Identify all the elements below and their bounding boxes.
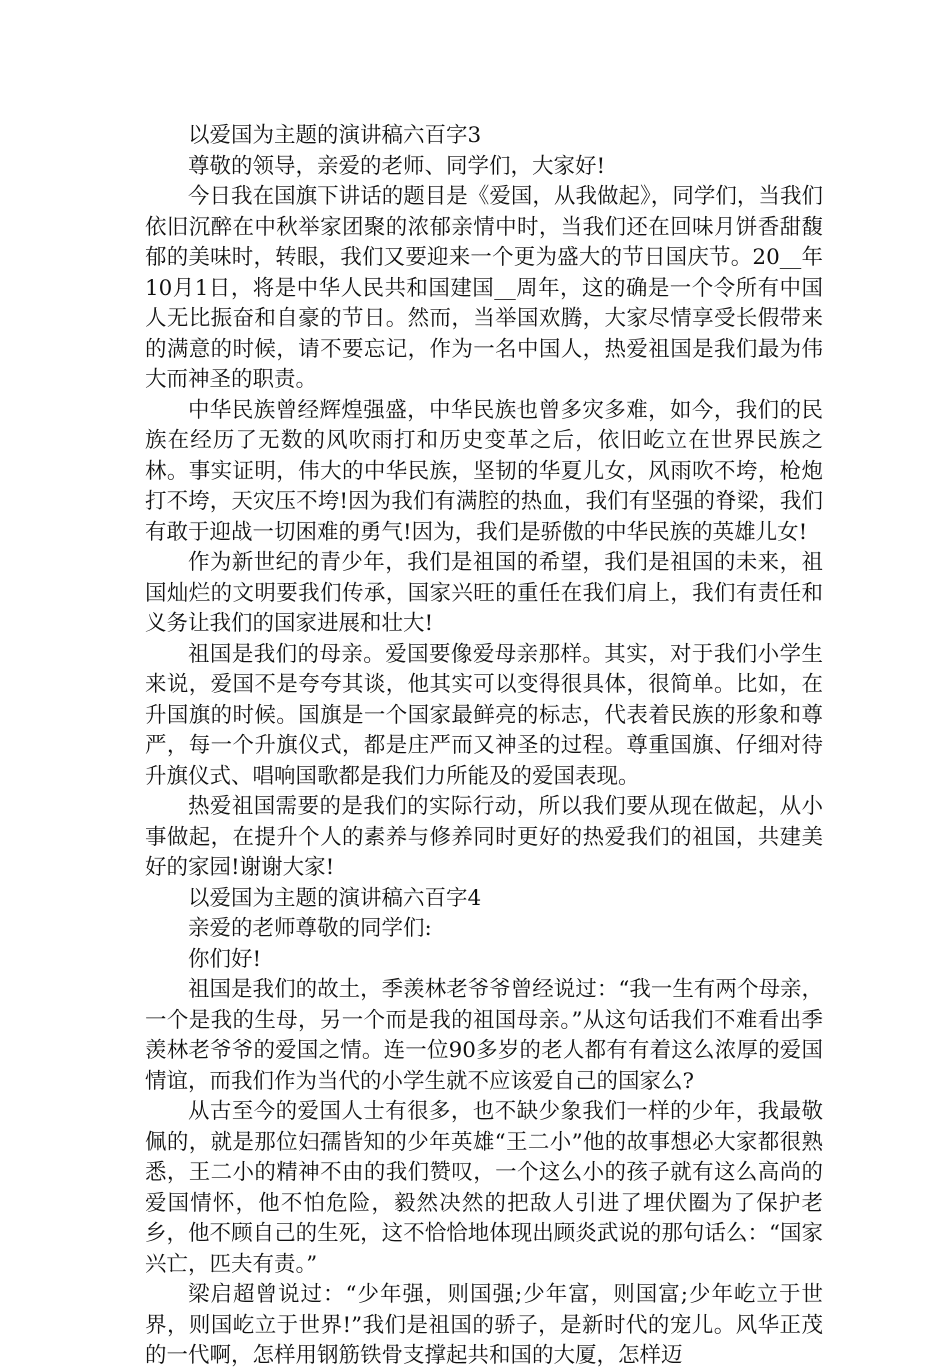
body-paragraph: 今日我在国旗下讲话的题目是《爱国，从我做起》，同学们，当我们依旧沉醉在中秋举家团聚的浓郁亲情中时，当我们还在回味月饼香甜馥郁的美味时，转眼，我们又要迎来一个更为盛大的节日国庆节。20__年10月1日，将是中华人民共和国建国__周年，这的确是一个令所有中国人无比振奋和自豪的节日。然而，当举国欢腾，大家尽情享受长假带来的满意的时候，请不要忘记，作为一名中国人，热爱祖国是我们最为伟大而神圣的职责。 [145,184,823,392]
section-title: 以爱国为主题的演讲稿六百字3 [188,123,482,148]
document-body [145,121,823,1372]
body-paragraph: 祖国是我们的故土，季羡林老爷爷曾经说过：“我一生有两个母亲，一个是我的生母，另一个而是我的祖国母亲。”从这句话我们不难看出季羡林老爷爷的爱国之情。连一位90多岁的老人都有有着这么浓厚的爱国情谊，而我们作为当代的小学生就不应该爱自己的国家么? [145,977,823,1094]
greeting-paragraph: 尊敬的领导，亲爱的老师、同学们，大家好! [188,153,606,179]
body-paragraph: 中华民族曾经辉煌强盛，中华民族也曾多灾多难，如今，我们的民族在经历了无数的风吹雨打和历史变革之后，依旧屹立在世界民族之林。事实证明，伟大的中华民族，坚韧的华夏儿女，风雨吹不垮，枪炮打不垮，天灾压不垮!因为我们有满腔的热血，我们有坚强的脊梁，我们有敢于迎战一切困难的勇气!因为，我们是骄傲的中华民族的英雄儿女! [145,397,823,545]
body-paragraph: 作为新世纪的青少年，我们是祖国的希望，我们是祖国的未来，祖国灿烂的文明要我们传承，国家兴旺的重任在我们肩上，我们有责任和义务让我们的国家进展和壮大! [145,550,823,636]
body-paragraph: 祖国是我们的母亲。爱国要像爱母亲那样。其实，对于我们小学生来说，爱国不是夸夸其谈，他其实可以变得很具体，很简单。比如，在升国旗的时候。国旗是一个国家最鲜亮的标志，代表着民族的形象和尊严，每一个升旗仪式，都是庄严而又神圣的过程。尊重国旗、仔细对待升旗仪式、唱响国歌都是我们力所能及的爱国表现。 [145,641,823,789]
body-paragraph: 从古至今的爱国人士有很多，也不缺少象我们一样的少年，我最敬佩的，就是那位妇孺皆知的少年英雄“王二小”他的故事想必大家都很熟悉，王二小的精神不由的我们赞叹，一个这么小的孩子就有这么高尚的爱国情怀，他不怕危险，毅然决然的把敌人引进了埋伏圈为了保护老乡，他不顾自己的生死，这不恰恰地体现出顾炎武说的那句话么：“国家兴亡，匹夫有责。” [145,1099,823,1277]
body-paragraph: 梁启超曾说过：“少年强，则国强;少年富，则国富;少年屹立于世界，则国屹立于世界!”我们是祖国的骄子，是新时代的宠儿。风华正茂的一代啊，怎样用钢筋铁骨支撑起共和国的大厦，怎样迈 [145,1282,823,1368]
greeting-paragraph: 你们好! [188,946,262,972]
greeting-paragraph: 亲爱的老师尊敬的同学们: [188,916,432,941]
body-paragraph: 热爱祖国需要的是我们的实际行动，所以我们要从现在做起，从小事做起，在提升个人的素养与修养同时更好的热爱我们的祖国，共建美好的家园!谢谢大家! [145,794,823,880]
section-title: 以爱国为主题的演讲稿六百字4 [188,885,482,911]
